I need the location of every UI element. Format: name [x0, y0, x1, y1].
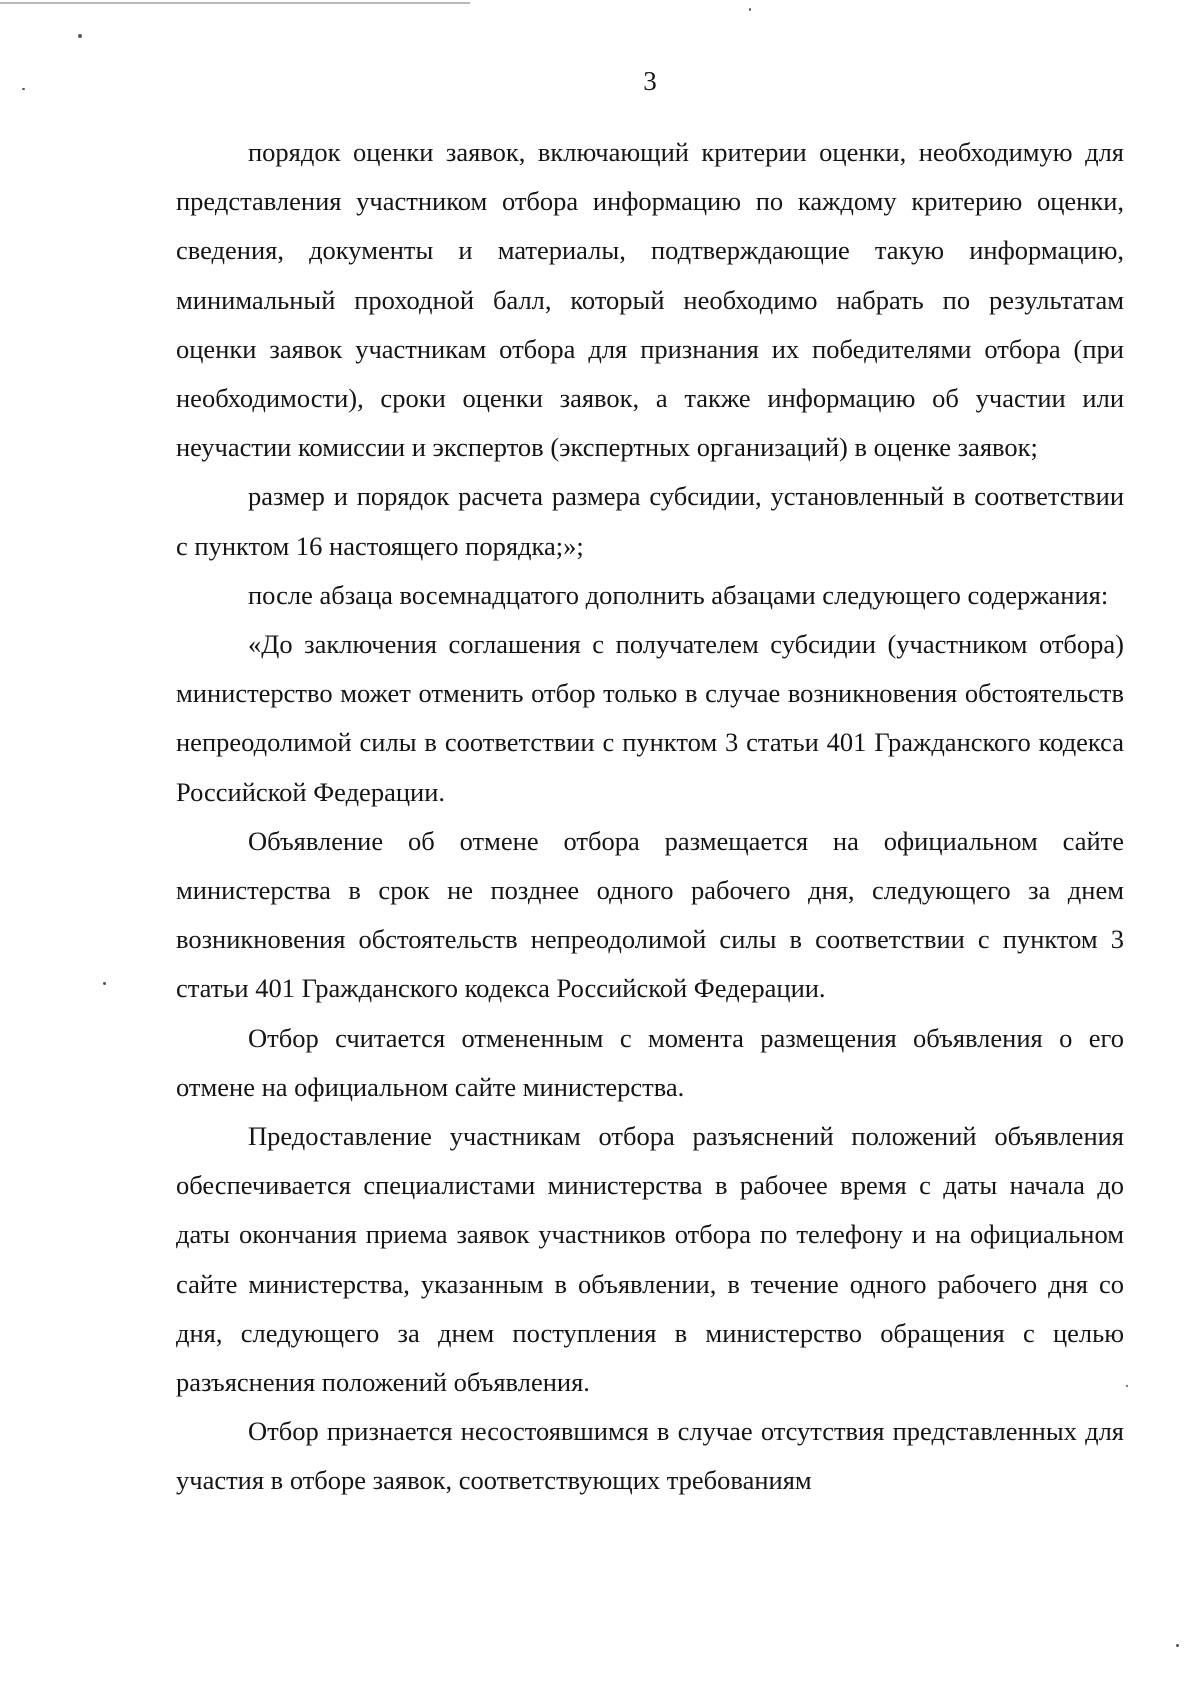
scan-speck — [22, 88, 25, 90]
scan-speck — [1126, 1385, 1128, 1387]
paragraph: Объявление об отмене отбора размещается на официальном сайте министерства в срок не позднее одного рабочего дня, следующего за днем возникновения обстоятельств непреодолимой силы в соответствии с пунктом 3 статьи 401 Гражданского кодекса Российской Федерации. — [176, 825, 1124, 1004]
scan-speck — [103, 982, 106, 985]
paragraph: размер и порядок расчета размера субсидии, установленный в соответствии с пунктом 16 настоящего порядка;»; — [176, 481, 1124, 561]
scan-speck — [78, 34, 82, 38]
page-number: 3 — [643, 66, 657, 96]
scan-edge-line — [0, 2, 470, 4]
paragraph: Отбор считается отмененным с момента размещения объявления о его отмене на официальном сайте министерства. — [176, 1022, 1124, 1102]
paragraph: Предоставление участникам отбора разъяснений положений объявления обеспечивается специалистами министерства в рабочее время с даты начала до даты окончания приема заявок участников отбора по телефону и на официальном сайте министерства, указанным в объявлении, в течение одного рабочего дня со дня, следующего за днем поступления в министерство обращения с целью разъяснения положений объявления. — [176, 1121, 1124, 1398]
paragraph: после абзаца восемнадцатого дополнить абзацами следующего содержания: — [248, 579, 1109, 610]
paragraph: Отбор признается несостоявшимся в случае отсутствия представленных для участия в отборе заявок, соответствующих требованиям — [176, 1416, 1124, 1496]
paragraph: порядок оценки заявок, включающий критерии оценки, необходимую для представления участником отбора информацию по каждому критерию оценки, сведения, документы и материалы, подтверждающие такую информацию, минимальный проходной балл, который необходимо набрать по результатам оценки заявок участникам отбора для признания их победителями отбора (при необходимости), сроки оценки заявок, а также информацию об участии или неучастии комиссии и экспертов (экспертных организаций) в оценке заявок; — [176, 137, 1124, 463]
scan-speck — [1176, 1644, 1179, 1647]
scan-speck — [749, 8, 751, 11]
paragraph: «До заключения соглашения с получателем субсидии (участником отбора) министерство может отменить отбор только в случае возникновения обстоятельств непреодолимой силы в соответствии с пунктом 3 статьи 401 Гражданского кодекса Российской Федерации. — [176, 629, 1124, 807]
document-body — [176, 128, 1124, 1506]
